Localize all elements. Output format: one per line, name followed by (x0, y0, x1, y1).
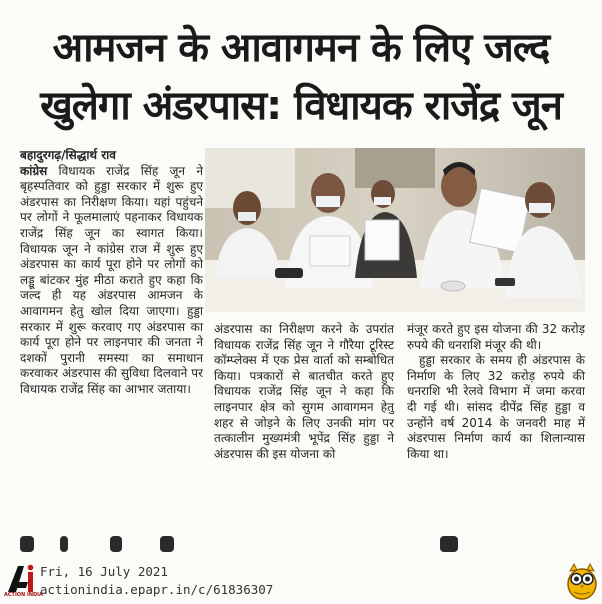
epaper-link[interactable]: actionindia.epapr.in/c/61836307 (40, 582, 274, 597)
column-2-text: अंडरपास का निरीक्षण करने के उपरांत विधायक राजेंद्र सिंह जून ने गौरैया टूरिस्ट कॉम्प्लेक्स में एक प्रेस वार्ता को सम्बोधित किया। पत्रकारों से बातचीत करते हुए विधायक राजेंद्र सिंह जून ने कहा कि लाइनपार क्षेत्र को सुगम आवागमन हेतु शहर से जोड़ने के लिए उनकी मांग पर तत्कालीन मुख्यमंत्री भूपेंद्र सिंह हुड्डा ने अंडरपास की इस योजना को (214, 322, 394, 461)
edition-date: Fri, 16 July 2021 (40, 564, 168, 579)
column-3-paragraph-1: मंजूर करते हुए इस योजना की 32 करोड़ रुपये की धनराशि मंजूर की थी। (407, 322, 585, 352)
column-3-paragraph-2: हुड्डा सरकार के समय ही अंडरपास के निर्माण के लिए 32 करोड़ रुपये की धनराशि भी रेलवे विभाग में जमा करवा दी गई थी। सांसद दीपेंद्र सिंह हुड्डा व उन्होंने वर्ष 2014 के जनवरी माह में अंडरपास निर्माण कार्य का शिलान्यास किया था। (407, 353, 585, 461)
headline-line-1: आमजन के आवागमन के लिए जल्द (52, 25, 550, 71)
article-column-2 (214, 322, 394, 462)
article-column-3 (407, 322, 585, 462)
footer (0, 556, 602, 602)
byline: बहादुरगढ़/सिद्धार्थ राव (20, 148, 116, 162)
press-conference-photo (205, 148, 585, 312)
article-column-1 (20, 148, 203, 398)
headline-line-2: खुलेगा अंडरपास: विधायक राजेंद्र जून (40, 83, 562, 129)
column-1-text: विधायक राजेंद्र सिंह जून ने बृहस्पतिवार को हुड्डा सरकार में शुरू हुए अंडरपास का निरीक्षण किया। यहां पहुंचने पर लोगों ने फूलमालाएं पहनाकर विधायक राजेंद्र सिंह जून का स्वागत किया। विधायक जून ने कांग्रेस राज में शुरू हुए अंडरपास का कार्य पूरा होने पर लोगों को लड्डू बांटकर मुंह मीठा कराते हुए कहा कि जल्द ही यह अंडरपास आमजन के आवागमन हेतु खोल दिया जाएगा। हुड्डा सरकार में शुरू करवाए गए अंडरपास का कार्य पूरा होने पर लाइनपार की जनता ने दशकों पुरानी समस्या का समाधान करवाकर अंडरपास की सुविधा दिलवाने पर विधायक राजेंद्र सिंह का आभार जताया। (20, 163, 203, 396)
lead-word: कांग्रेस (20, 163, 48, 178)
cropped-next-headline (0, 532, 602, 554)
owl-icon[interactable] (566, 562, 598, 600)
logo-text: ACTION INDIA (4, 592, 43, 598)
